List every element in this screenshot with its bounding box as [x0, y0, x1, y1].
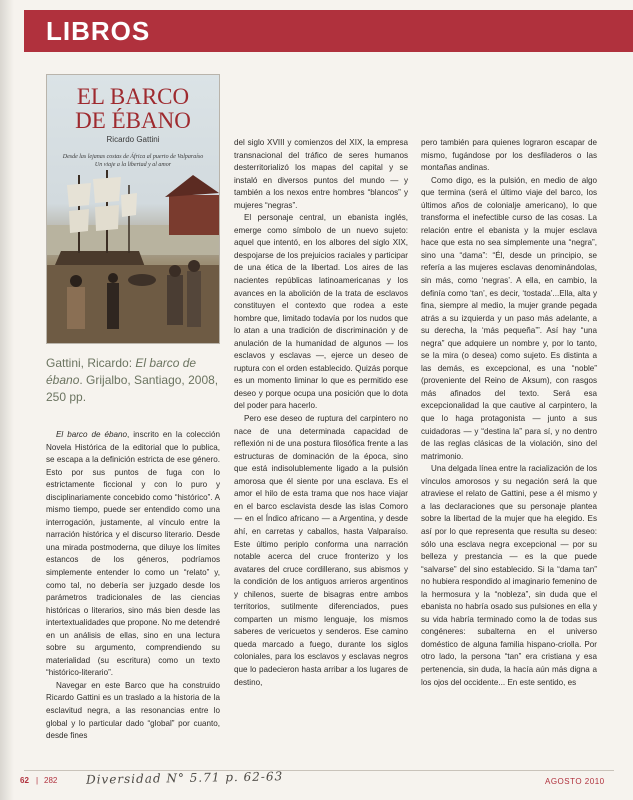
column-2: [234, 137, 408, 689]
caption-book-title: El barco de ébano: [46, 356, 197, 387]
col2-paragraph-1: del siglo XVIII y comienzos del XIX, la empresa transnacional del tráfico de seres humanos desterritorializó los mapas del capital y se instaló en diversos puntos del mundo — y también a los nexos entre hombres “blancos” y mujeres “negras”.: [234, 138, 408, 210]
col3-paragraph-1: pero también para quienes lograron escapar de mismo, fugándose por los desfiladeros o las montañas andinas.: [421, 138, 597, 173]
page-number: 62: [20, 776, 29, 785]
page-separator: |: [36, 776, 39, 785]
issue-month: AGOSTO 2010: [545, 777, 605, 786]
cover-title: [47, 85, 219, 133]
book-caption: [46, 355, 226, 406]
col2-paragraph-2: El personaje central, un ebanista inglés, emerge como símbolo de un nuevo sujeto: aquel que intentó, en los albores del siglo XIX, despojarse de los prejuicios raciales y participar de una ética de la libertad. Los aires de las nacientes repúblicas latinoamericanas y los avances en la abolición de la trata de esclavos constituyen el contexto que rodea a este hombre que, limitado todavía por los nudos que lo atan a una tradición de discriminación y de anulación de la humanidad de algunos — los esclavos y esclavas —, ejerce un deseo de ruptura con el orden establecido. Quizás porque es un momento liminar lo que es permitido ese deseo y porque ocupa una posición que lo dota del poder para hacerlo.: [234, 213, 408, 411]
footer-rule: [24, 770, 614, 771]
column-3: [421, 137, 597, 689]
column-1: [46, 429, 220, 743]
cover-title-line1: EL BARCO: [76, 84, 190, 109]
col2-paragraph-3: Pero ese deseo de ruptura del carpintero no nace de una determinada capacidad de reflexión ni de una postura filosófica frente a las estructuras de dominación de la época, sino que está indisolublemente ligado a la pulsión amorosa que él siente por una esclava. Es el amor el hilo de esta trama que nos hace viajar en el barco esclavista desde las islas Comoro — en el Índico africano — a Argentina, y desde ahí, en carretas y caballos, hasta Valparaíso. Este último periplo conforma una narración notable acerca del cruce fronterizo y los avatares del cruce cordillerano, sus abismos y la condición de los antiguos arrieros argentinos y chilenos, suerte de bisagras entre ambos territorios, sutilmente diferenciados, pues comparten un mismo lenguaje, los mismos saberes de vericuetos y senderos. Ese camino queda marcado a fuego, durante los siglos coloniales, para los esclavos y esclavas negros que lo padecieron hasta arribar a los lugares de destino,: [234, 414, 408, 687]
col1-paragraph-1: [46, 429, 220, 680]
handwritten-note: Diversidad N° 5.71 p. 62-63: [85, 769, 284, 787]
cover-title-line2: DE ÉBANO: [75, 108, 191, 133]
book-cover: [46, 74, 220, 344]
issue-number: 282: [44, 776, 58, 785]
cover-subtitle-line1: Desde las lejanas costas de África al puerto de Valparaíso: [62, 154, 204, 160]
section-band: [24, 10, 633, 52]
col1-lead-title: El barco de ébano: [56, 430, 127, 439]
caption-publication: . Grijalbo, Santiago, 2008, 250 pp.: [46, 373, 219, 404]
caption-author: Gattini, Ricardo:: [46, 356, 133, 370]
section-title: LIBROS: [46, 16, 151, 46]
page-edge: [0, 0, 14, 800]
col1-paragraph-2-text: Navegar en este Barco que ha construido Ricardo Gattini es un traslado a la historia de la esclavitud negra, a las resonancias entre lo global y lo particular dado “global” por cuanto, desde fines: [46, 680, 220, 741]
col1-paragraph-2: [46, 680, 220, 743]
cover-subtitle: [57, 153, 209, 169]
cover-subtitle-line2: Un viaje a la libertad y al amor: [94, 162, 172, 168]
col3-paragraph-2: Como digo, es la pulsión, en medio de algo que termina (será el último viaje del barco, los últimos años de colonialje americano), lo que transforma el inefectible curso de las cosas. La relación entre el ebanista y la mujer esclava hace que esta no sea simplemente una “negra”, sino una “dama”: “Él, desde un principio, se refería a las mujeres esclavas denominándolas, sin más, como ‘negras’. A ella, en cambio, la definía como ‘tan’, es decir, ‘tostada’...Ella, alta y fina, siempre al medio, la mujer grande pegada atrás a su izquierda y un paso más adelante, a su derecha, la ‘más pequeña’”. Así hay “una negra” que adquiere un nombre y, por lo tanto, se la mira (o desea) como sujeto. Es distinta a las demás, es excepcional, es una “noble” (proveniente del Reino de Aksum), con rasgos más afinados del texto. Será esa excepcionalidad la que cautive al carpintero, la que lo haga protagonista — junto a sus cuidadoras — y “destina la” para sí, y no dentro de las reglas clásicas de la violación, sino del matrimonio.: [421, 175, 597, 461]
col3-paragraph-3: Una delgada línea entre la racialización de los vínculos amorosos y su negación será la que atraviese el relato de Gattini, pese a él mismo y a las declaraciones que su personaje plantea sobre la libertad de la mujer que ha elegido. Es así por lo que representa que resulta su deseo: sólo una esclava negra excepcional — por su belleza y prestancia — es la que puede “salvarse” del sino establecido. Si la “dama tan” no hubiera respondido al imaginario femenino de la hermosura y la “nobleza”, sin duda que el ebanista no habría osado sus pulsiones en ella y su vida habría terminado como la de todas sus congéneres: subalterna en el universo doméstico de alguna familia hispano-criolla. Por otro lado, la persona “tan” era cristiana y esa pertenencia, sin duda, la hacía aún más digna a los ojos del occidente... En este sentido, es: [421, 464, 597, 687]
col1-paragraph-1-text: , inscrito en la colección Novela Histórica de la editorial que lo publica, se escapa a la definición estricta de ese género. Esto por sus puntos de fuga con lo estrictamente ficcional y con lo puro y disciplinariamente concebido como “histórico”. A mismo tiempo, puede ser entendido como una interrogación, justamente, al vínculo entre la narración histórica y el discurso literario. Desde una mirada postmoderna, que diluye los límites estancos de los géneros, podríamos simplemente entender lo como un “relato” y, como tal, no debería ser juzgado desde los parámetros tradicionales de las ciencias históricas o literarios, sino más bien desde las intertextualidades que propone. No me detendré en un análisis de ellas, sino en una lectura sobre su argumento, comprendiendo su materialidad (su escritura) como un texto “histórico-literario”.: [46, 430, 220, 678]
cover-author: Ricardo Gattini: [106, 135, 160, 144]
